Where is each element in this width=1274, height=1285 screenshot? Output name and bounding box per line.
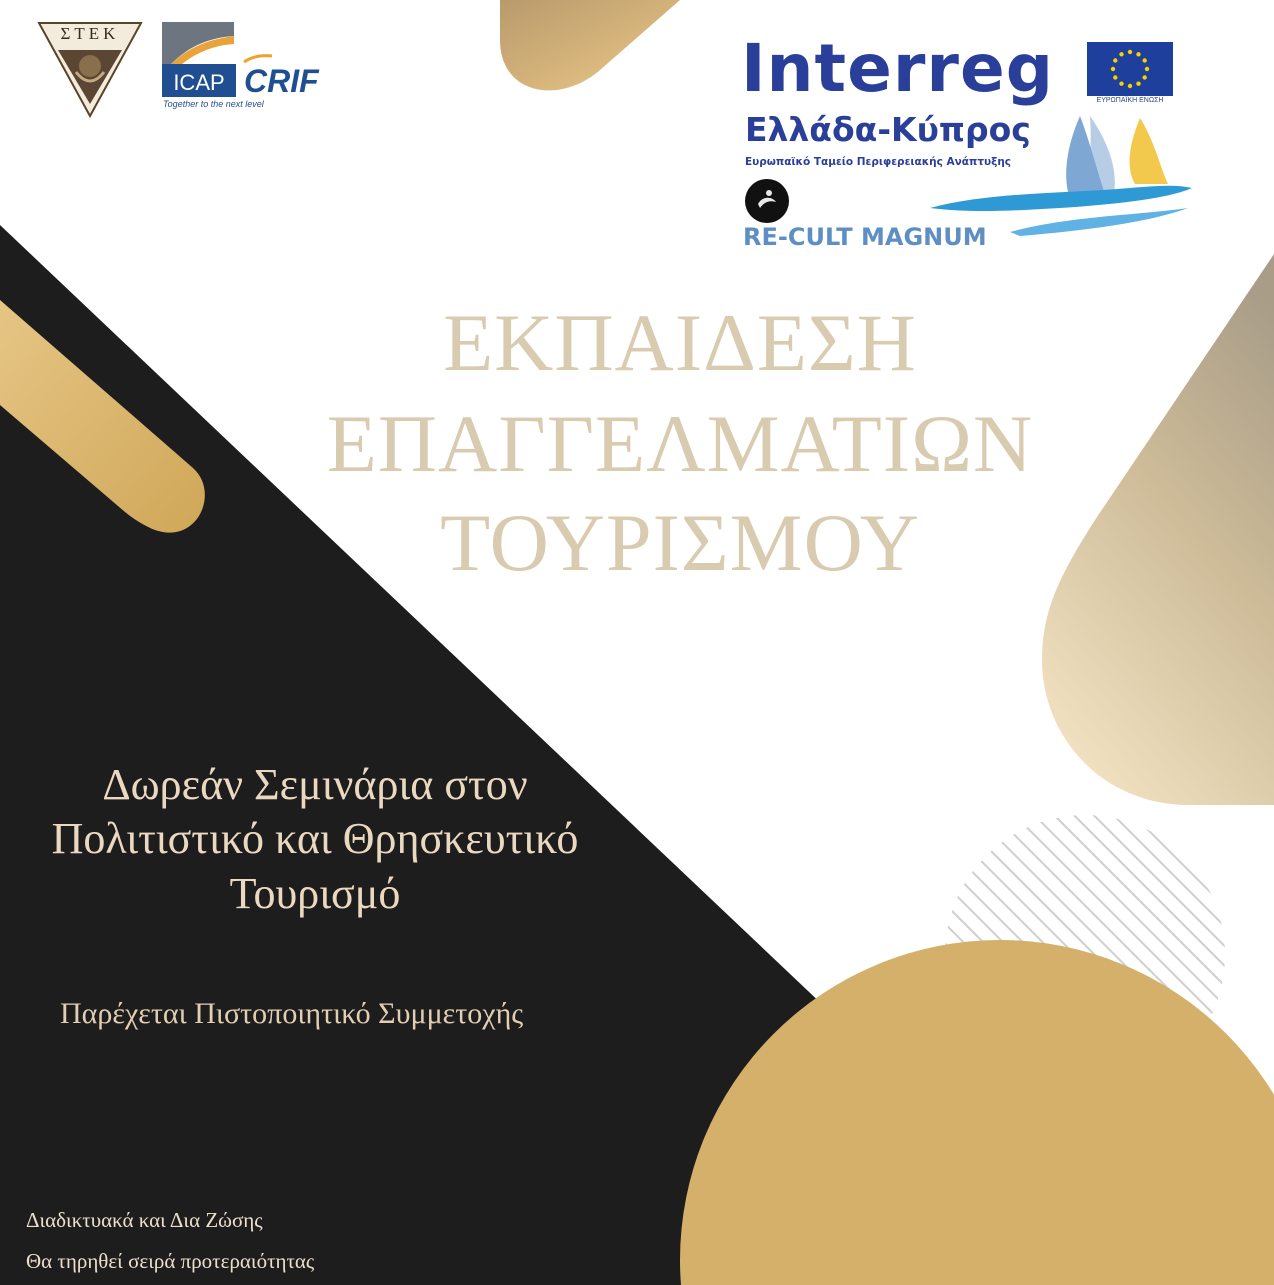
interreg-region: Ελλάδα-Κύπρος bbox=[745, 110, 1031, 149]
certificate-note: Παρέχεται Πιστοποιητικό Συμμετοχής bbox=[60, 997, 524, 1030]
subtitle-line2: Πολιτιστικό και Θρησκευτικό bbox=[51, 814, 579, 863]
svg-text:ΣΤΕΚ: ΣΤΕΚ bbox=[60, 24, 120, 43]
interreg-wordmark: Interreg bbox=[741, 30, 1054, 107]
main-title-line2: ΕΠΑΓΓΕΛΜΑΤΙΩΝ bbox=[326, 398, 1034, 489]
interreg-fund: Ευρωπαϊκό Ταμείο Περιφερειακής Ανάπτυξης bbox=[745, 156, 1012, 168]
icap-tagline: Together to the next level bbox=[163, 99, 264, 109]
crif-logo bbox=[238, 52, 362, 98]
main-title-line1: ΕΚΠΑΙΔΕΣΗ bbox=[443, 297, 917, 388]
svg-text:ICAP: ICAP bbox=[173, 70, 225, 95]
eu-flag-icon bbox=[1087, 42, 1173, 96]
project-name: RE-CULT MAGNUM bbox=[743, 223, 987, 251]
stek-logo bbox=[36, 20, 144, 120]
gold-drop-top bbox=[500, 0, 680, 90]
footer-line2: Θα τηρηθεί σειρά προτεραιότητας bbox=[26, 1249, 315, 1273]
svg-text:CRIF: CRIF bbox=[244, 63, 319, 98]
footer-line1: Διαδικτυακά και Δια Ζώσης bbox=[26, 1208, 263, 1232]
subtitle-line1: Δωρεάν Σεμινάρια στον bbox=[102, 760, 528, 809]
eu-label: ΕΥΡΩΠΑΪΚΗ ΕΝΩΣΗ bbox=[1096, 97, 1164, 104]
icap-logo bbox=[162, 22, 236, 97]
main-title-line3: ΤΟΥΡΙΣΜΟΥ bbox=[440, 497, 920, 588]
project-emblem-icon bbox=[744, 178, 790, 224]
subtitle-line3: Τουρισμό bbox=[229, 869, 401, 918]
